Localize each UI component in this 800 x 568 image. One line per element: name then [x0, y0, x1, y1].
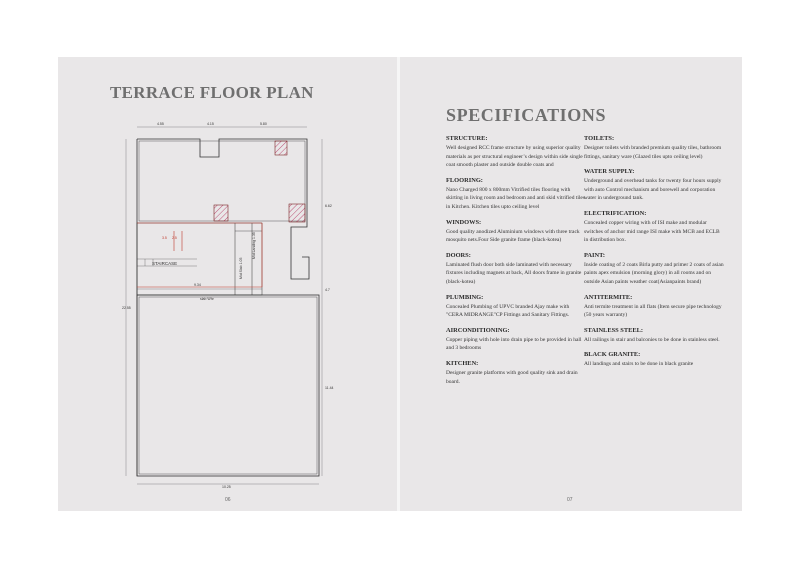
dim-v2: Mid Landing 1.35: [252, 232, 256, 259]
spec-body: Designer granite platforms with good quality sink and drain board.: [446, 369, 578, 385]
spec-stainless-steel: [584, 327, 724, 345]
dim-top-2: 4.15: [207, 122, 214, 126]
duct-top: [275, 141, 287, 155]
page-title-terrace-floor-plan: TERRACE FLOOR PLAN: [110, 83, 314, 102]
staircase-label: STAIRCASE: [152, 261, 178, 266]
spec-antitermite: [584, 294, 724, 320]
spec-heading: TOILETS:: [584, 135, 615, 142]
duct-middle: [214, 205, 228, 221]
spec-body: Inside coating of 2 coats Birla putty and primer 2 coats of asian paints apex emulsion (morning glory) in all rooms and on outside Asian paints weather coat(Asianpaints brand): [584, 261, 724, 285]
dim-right-1: 6.62: [325, 204, 332, 208]
spec-body: Copper piping with hole into drain pipe to be provided in hall and 3 bedrooms: [446, 336, 582, 352]
spec-body: Nano Charged 800 x 800mm Vitrified tiles flooring with skirting in living room and bedroom and anti skid vitrified tiles in Kitchen. Kitchen tiles upto ceiling level: [446, 186, 586, 210]
dim-v1: Mid Slab 1.05: [239, 257, 243, 279]
spec-body: Designer toilets with branded premium quality tiles, bathroom fittings, sanitary ware (Glazed tiles upto ceiling level): [584, 145, 722, 160]
spec-body: Concealed copper wiring with of ISI make and modular switches of anchor mid range ISI make with MCB and ECLB in distribution box.: [584, 219, 720, 244]
spec-toilets: [584, 135, 724, 161]
spec-heading: DOORS:: [446, 251, 471, 259]
dim-top-1: 4.55: [157, 122, 164, 126]
duct-right: [289, 204, 305, 222]
spec-structure: [446, 135, 586, 170]
terrace-large-room: [137, 295, 319, 476]
spec-electrification: [584, 210, 724, 245]
dim-bottom: 10.25: [222, 485, 231, 489]
specifications-column-1: [446, 135, 586, 393]
spec-paint: [584, 252, 724, 287]
spec-flooring: [446, 177, 586, 212]
dim-r2: 2.5: [172, 236, 177, 240]
spec-heading: WINDOWS:: [446, 218, 482, 226]
spec-heading: AIRCONDITIONING:: [446, 326, 510, 334]
spec-heading: PAINT:: [584, 251, 606, 259]
spec-body: Laminated flush door both side laminated with necessary fixtures including magnets at back, All doors frame in granite (black-kotea): [446, 261, 582, 285]
spec-heading: WATER SUPPLY:: [584, 168, 635, 176]
dim-mid: 9.34: [194, 283, 201, 287]
spec-body: All landings and stairs to be done in black granite: [584, 361, 694, 368]
spec-body: Good quality anodized Aluminium windows with three track mosquito nets.Four Side granite frame (black-kotea): [446, 228, 580, 244]
spec-heading: STAINLESS STEEL:: [584, 326, 644, 334]
spec-body: Underground and overhead tanks for twenty four hours supply with auto Control mechanism and borewell and corporation water in underground tank.: [584, 178, 722, 202]
spec-body: Anti termite treatment in all flats (Item secure pipe technology (50 years warranty): [584, 303, 722, 319]
terrace-floor-plan-drawing: [122, 119, 362, 489]
left-page: [58, 57, 397, 511]
spec-water-supply: [584, 168, 724, 203]
spec-kitchen: [446, 360, 586, 386]
spec-windows: [446, 219, 586, 245]
spec-body: All railings in stair and balconies to be done in stainless steel.: [584, 336, 720, 343]
spec-plumbing: [446, 294, 586, 320]
spec-heading: ANTITERMITE:: [584, 293, 633, 301]
spec-body: Well designed RCC frame structure by using superior quality materials as per structural engineer’s design within side single coat smooth plaster and outside double coats and: [446, 145, 583, 169]
spec-heading: PLUMBING:: [446, 293, 484, 301]
spec-doors: [446, 252, 586, 287]
spec-heading: STRUCTURE:: [446, 135, 488, 142]
spec-heading: FLOORING:: [446, 176, 483, 184]
dim-r1: 3.5: [162, 236, 167, 240]
page-number-left: 06: [225, 497, 231, 503]
spec-body: Concealed Plumbing of UPVC branded Ajay make with "CERA MIDRANGE"CP Fittings and Sanitary Fittings.: [446, 303, 570, 319]
spec-black-granite: [584, 351, 724, 369]
spec-heading: KITCHEN:: [446, 359, 479, 367]
dim-right-2: 4.7: [325, 288, 330, 292]
dim-right-3: 11.44: [325, 386, 334, 390]
page-number-right: 07: [567, 497, 573, 503]
spec-heading: ELECTRIFICATION:: [584, 209, 647, 217]
spec-heading: BLACK GRANITE:: [584, 351, 641, 359]
dim-slab: slab Whr: [200, 297, 214, 301]
dim-left: 22.55: [122, 306, 131, 310]
specifications-column-2: [584, 135, 724, 376]
spec-airconditioning: [446, 327, 586, 353]
dim-top-3: 5.80: [260, 122, 267, 126]
right-page: [400, 57, 742, 511]
page-title-specifications: SPECIFICATIONS: [446, 105, 607, 125]
